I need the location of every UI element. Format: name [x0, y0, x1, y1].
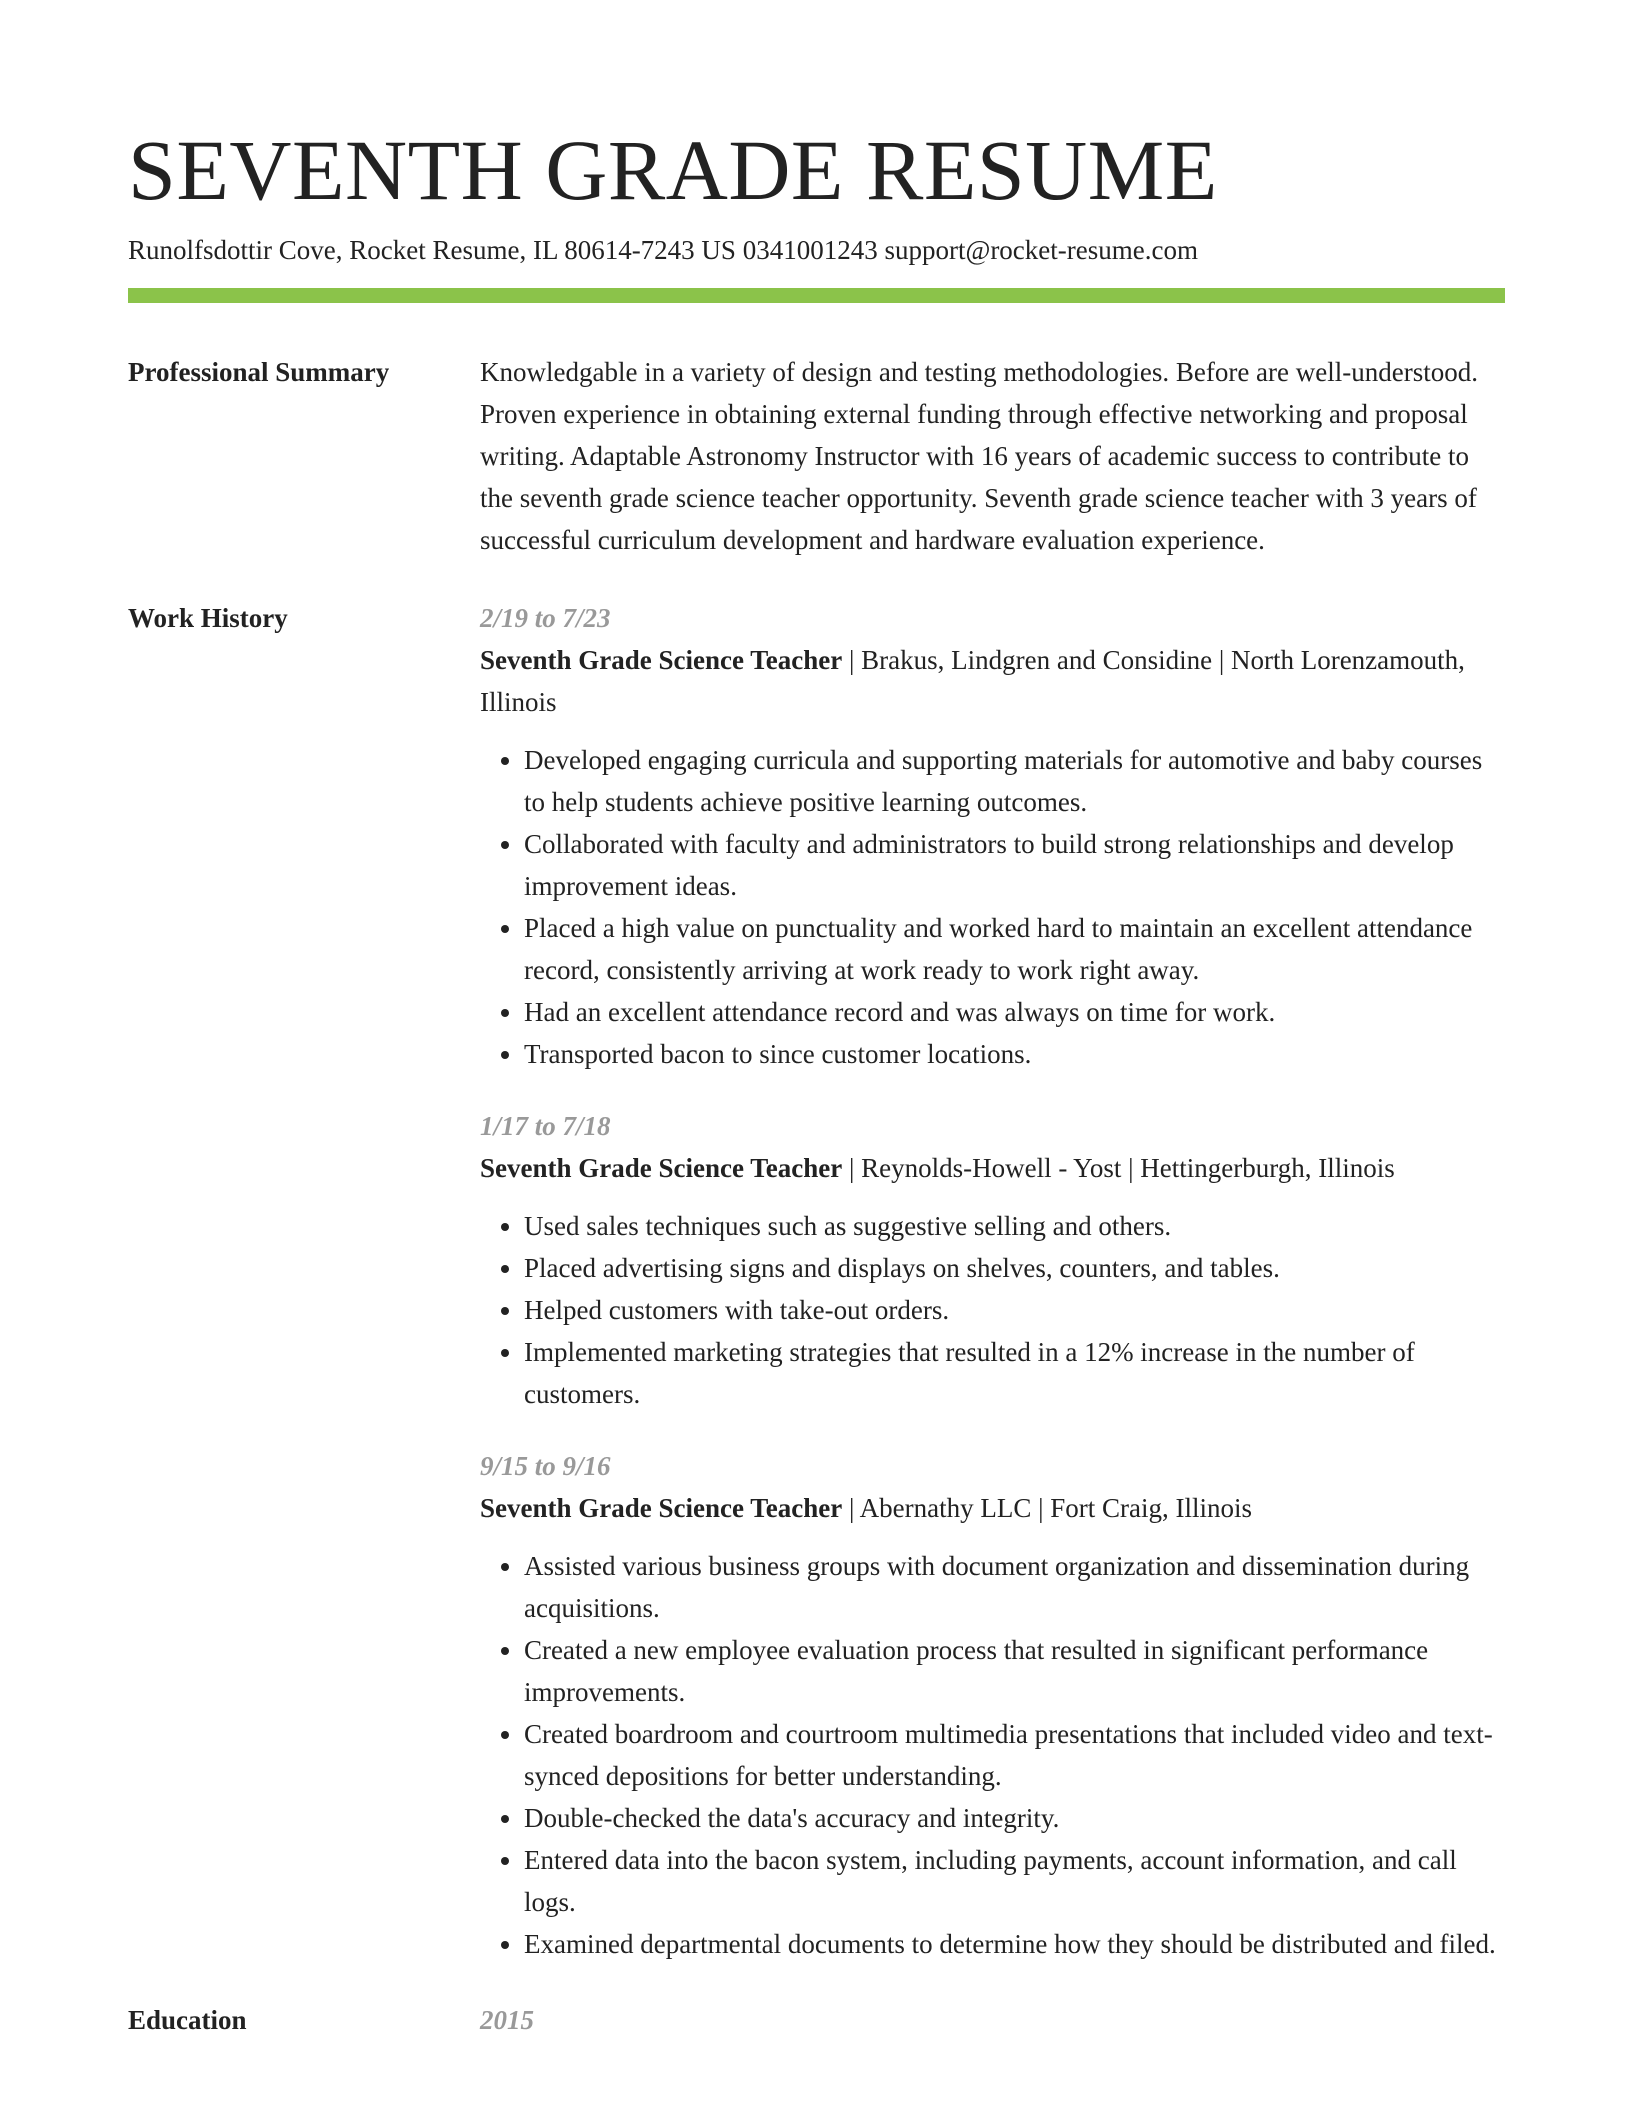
- job-bullets: [480, 1205, 1505, 1415]
- header-divider: [128, 288, 1505, 303]
- job-heading: [480, 1147, 1505, 1189]
- section-heading-work: Work History: [128, 603, 288, 633]
- job-employer-location: | Abernathy LLC | Fort Craig, Illinois: [842, 1493, 1252, 1523]
- resume-page: [128, 118, 1505, 2041]
- job-bullet: • Developed engaging curricula and supporting materials for automotive and baby courses to help students achieve positive learning outcomes.: [524, 739, 1505, 823]
- job-dates: 1/17 to 7/18: [480, 1111, 611, 1141]
- job-bullet: • Placed advertising signs and displays on shelves, counters, and tables.: [524, 1247, 1505, 1289]
- job-employer-location: | Reynolds-Howell - Yost | Hettingerburgh, Illinois: [842, 1153, 1395, 1183]
- job-bullet: • Had an excellent attendance record and was always on time for work.: [524, 991, 1505, 1033]
- job-bullet: • Placed a high value on punctuality and worked hard to maintain an excellent attendance record, consistently arriving at work ready to work right away.: [524, 907, 1505, 991]
- job-title: Seventh Grade Science Teacher: [480, 1493, 843, 1523]
- work-history-section: [128, 597, 1505, 1965]
- education-section: [128, 1999, 1505, 2041]
- job-bullet: • Entered data into the bacon system, including payments, account information, and call logs.: [524, 1839, 1505, 1923]
- job-bullet: • Transported bacon to since customer locations.: [524, 1033, 1505, 1075]
- section-heading-education: Education: [128, 2005, 247, 2035]
- job-bullet: • Used sales techniques such as suggestive selling and others.: [524, 1205, 1505, 1247]
- job-entry: [480, 1105, 1505, 1415]
- job-bullet: • Double-checked the data's accuracy and integrity.: [524, 1797, 1505, 1839]
- job-entry: [480, 597, 1505, 1075]
- job-bullet: • Assisted various business groups with document organization and dissemination during acquisitions.: [524, 1545, 1505, 1629]
- job-bullets: [480, 1545, 1505, 1965]
- work-history-list: [480, 597, 1505, 1965]
- job-employer-location: | Brakus, Lindgren and Considine | North Lorenzamouth, Illinois: [480, 645, 1465, 717]
- job-bullet: • Created a new employee evaluation process that resulted in significant performance improvements.: [524, 1629, 1505, 1713]
- job-heading: [480, 1487, 1505, 1529]
- job-bullet: • Examined departmental documents to determine how they should be distributed and filed.: [524, 1923, 1505, 1965]
- resume-title: SEVENTH GRADE RESUME: [128, 122, 1218, 218]
- job-dates: 2/19 to 7/23: [480, 603, 611, 633]
- education-dates: 2015: [480, 2005, 534, 2035]
- job-bullet: • Created boardroom and courtroom multimedia presentations that included video and text-synced depositions for better understanding.: [524, 1713, 1505, 1797]
- education-list: [480, 1999, 1505, 2041]
- summary-text: Knowledgable in a variety of design and testing methodologies. Before are well-understood. Proven experience in obtaining external funding through effective networking and proposal writing. Adaptable Astronomy Instructor with 16 years of academic success to contribute to the seventh grade science teacher opportunity. Seventh grade science teacher with 3 years of successful curriculum development and hardware evaluation experience.: [480, 357, 1478, 555]
- job-bullet: • Implemented marketing strategies that resulted in a 12% increase in the number of customers.: [524, 1331, 1505, 1415]
- job-bullet: • Helped customers with take-out orders.: [524, 1289, 1505, 1331]
- contact-line: Runolfsdottir Cove, Rocket Resume, IL 80614-7243 US 0341001243 support@rocket-resume.com: [128, 235, 1198, 265]
- job-bullets: [480, 739, 1505, 1075]
- section-heading-summary: Professional Summary: [128, 357, 390, 387]
- job-entry: [480, 1445, 1505, 1965]
- job-title: Seventh Grade Science Teacher: [480, 645, 843, 675]
- job-heading: [480, 639, 1505, 723]
- job-title: Seventh Grade Science Teacher: [480, 1153, 843, 1183]
- job-bullet: • Collaborated with faculty and administrators to build strong relationships and develop improvement ideas.: [524, 823, 1505, 907]
- job-dates: 9/15 to 9/16: [480, 1451, 611, 1481]
- summary-section: [128, 351, 1505, 561]
